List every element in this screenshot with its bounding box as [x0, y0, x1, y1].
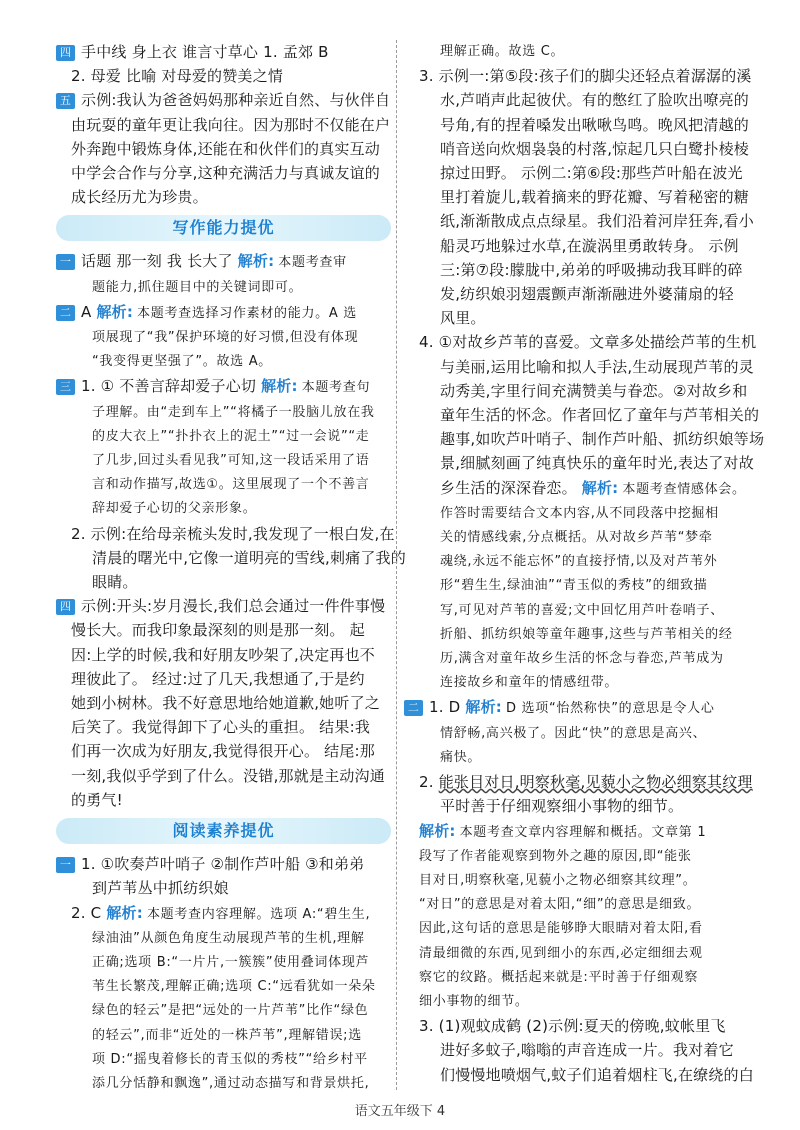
- answer-text: 关的情感线索,分点概括。从对故乡芦苇“梦牵: [440, 530, 713, 546]
- underlined-quote: 能张目对日,明察秋毫,见藐小之物必细察其纹理: [438, 773, 753, 792]
- answer-text: 手中线 身上衣 谁言寸草心 1. 孟郊 B: [81, 43, 329, 61]
- text-line: [404, 623, 740, 647]
- answer-text: 三:第⑦段:朦胧中,弟弟的呼吸拂动我耳畔的碎: [440, 260, 743, 279]
- text-line: [404, 427, 765, 451]
- question-number-badge: 四: [56, 45, 75, 61]
- text-line: [56, 999, 391, 1023]
- text-line: [56, 876, 391, 900]
- answer-text: 察它的纹路。概括起来就是:平时善于仔细观察: [419, 969, 699, 985]
- answer-text: 魂绕,永远不能忘怀”的直接抒情,以及对芦苇外: [440, 554, 718, 570]
- text-line: [56, 522, 395, 546]
- answer-text: 一刻,我似乎学到了什么。没错,那就是主动沟通: [71, 766, 385, 785]
- answer-text: 1. ① 不善言辞却爱子心切: [81, 377, 262, 396]
- answer-text: 动秀美,字里行间充满赞美与眷恋。②对故乡和: [440, 381, 748, 400]
- answer-text: 痛快。: [440, 749, 482, 765]
- answer-text: 们再一次成为好朋友,我觉得很开心。 结尾:那: [71, 742, 375, 761]
- analysis-text: 本题考查句: [301, 380, 371, 396]
- text-line: [404, 88, 749, 112]
- text-line: [404, 379, 748, 403]
- section-title: 阅读素养提优: [172, 821, 275, 841]
- answer-text: 成长经历尤为珍贵。: [71, 188, 208, 207]
- text-line: [404, 209, 754, 233]
- analysis-text: D 选项“怡然称快”的意思是令人心: [506, 701, 715, 717]
- answer-text: 的轻云”,而非“近处的一株芦苇”,理解错误;选: [92, 1027, 362, 1043]
- analysis-label: 解析:: [106, 903, 143, 922]
- answer-text: 1. D: [429, 698, 466, 717]
- text-line: [56, 401, 391, 425]
- text-line: [404, 161, 743, 185]
- answer-text: 到芦苇丛中抓纺织娘: [92, 879, 229, 898]
- answer-text: 子理解。由“走到车上”“将橘子一股脑儿放在我: [92, 404, 375, 420]
- answer-text: 项展现了“我”保护环境的好习惯,但没有体现: [92, 330, 359, 346]
- analysis-text: 本题考查选择习作素材的能力。A 选: [137, 305, 357, 321]
- answer-text: 平时善于仔细观察细小事物的细节。: [440, 797, 684, 816]
- answer-text: 目对日,明察秋毫,见藐小之物必细察其纹理”。: [419, 872, 697, 888]
- answer-text: 风里。: [440, 309, 486, 328]
- text-line: [56, 113, 391, 137]
- answer-text: 题能力,抓住题目中的关键词即可。: [92, 279, 303, 295]
- text-line: [56, 951, 391, 975]
- text-line: [404, 476, 746, 502]
- analysis-label: 解析:: [237, 252, 275, 271]
- text-line: [56, 594, 391, 618]
- column-divider: [396, 40, 397, 1090]
- text-line: [404, 695, 740, 721]
- answer-text: 辞却爱子心切的父亲形象。: [92, 501, 257, 517]
- text-line: [56, 546, 406, 570]
- text-line: [56, 739, 391, 763]
- answer-text: 2. 示例:在给母亲梳头发时,我发现了一根白发,在: [71, 524, 395, 543]
- text-line: [56, 276, 391, 300]
- text-line: [404, 306, 740, 330]
- text-line: [56, 715, 391, 739]
- answer-text: 理解正确。故选 C。: [440, 44, 565, 59]
- answer-text: 清最细微的东西,见到细小的东西,必定细细去观: [419, 945, 703, 961]
- answer-text: 折船、抓纺织娘等童年趣事,这些与芦苇相关的经: [440, 626, 733, 642]
- text-line: [404, 234, 740, 258]
- answer-text: 清晨的曙光中,它像一道明亮的雪线,刺痛了我的: [92, 548, 406, 567]
- text-line: [404, 355, 754, 379]
- answer-text: 绿色的轻云”是把“远处的一片芦苇”比作“绿色: [92, 1003, 369, 1019]
- text-line: [404, 526, 740, 550]
- text-line: [404, 282, 740, 306]
- answer-text: 写,可见对芦苇的喜爱;文中回忆用芦叶卷哨子、: [440, 602, 724, 618]
- text-line: [404, 869, 740, 893]
- text-line: [404, 746, 740, 770]
- text-line: [56, 691, 391, 715]
- question-number-badge: 二: [404, 700, 423, 716]
- text-line: [404, 451, 754, 475]
- answer-text: 言和动作描写,故选①。这里展现了一个不善言: [92, 477, 370, 493]
- text-line: [404, 1014, 740, 1038]
- analysis-text: 本题考查文章内容理解和概括。文章第 1: [459, 824, 707, 840]
- answer-text: 景,细腻刻画了纯真快乐的童年时光,表达了对故: [440, 454, 754, 473]
- analysis-text: 本题考查审: [278, 255, 347, 271]
- answer-text: 的勇气!: [71, 790, 123, 809]
- page-footer: 语文五年级下 4: [354, 1104, 446, 1119]
- answer-text: “对日”的意思是对着太阳,“细”的意思是细致。: [419, 897, 701, 913]
- answer-text: 的皮大衣上”“扑扑衣上的泥土”“过一会说”“走: [92, 428, 370, 444]
- analysis-text: 本题考查情感体会。: [622, 481, 746, 497]
- text-line: [404, 258, 743, 282]
- answer-text: 她到小树林。我不好意思地给她道歉,她听了之: [71, 694, 380, 713]
- answer-text: 示例:我认为爸爸妈妈那种亲近自然、与伙伴自: [81, 91, 391, 110]
- text-line: [56, 1072, 391, 1096]
- answer-text: 细小事物的细节。: [419, 993, 529, 1009]
- text-line: [56, 300, 391, 326]
- answer-text: 水,芦哨声此起彼伏。有的憋红了脸吹出嘹亮的: [440, 91, 749, 110]
- answer-text: 绿油油”从颜色角度生动展现芦苇的生机,理解: [92, 930, 365, 946]
- text-line: [56, 927, 391, 951]
- question-number-badge: 二: [56, 305, 75, 321]
- text-line: [56, 852, 391, 876]
- text-line: [56, 249, 391, 275]
- answer-text: 哨音送向炊烟袅袅的村落,惊起几只白鹭扑棱棱: [440, 139, 749, 158]
- analysis-label: 解析:: [465, 698, 503, 717]
- text-line: [404, 794, 740, 818]
- text-line: [404, 990, 740, 1014]
- text-line: [56, 473, 391, 497]
- text-line: [56, 901, 391, 927]
- answer-text: 示例:开头:岁月漫长,我们总会通过一件件事慢: [81, 597, 386, 616]
- text-line: [56, 764, 391, 788]
- answer-text: 外奔跑中锻炼身体,还能在和伙伴们的真实互动: [71, 139, 380, 158]
- answer-text: 正确;选项 B:“一片片,一簇簇”使用叠词体现芦: [92, 954, 370, 970]
- answer-text: 后笑了。我觉得卸下了心头的重担。 结果:我: [71, 718, 371, 737]
- text-line: [404, 966, 740, 990]
- answer-text: 船灵巧地躲过水草,在漩涡里勇敢转身。 示例: [440, 236, 739, 255]
- question-number-badge: 一: [56, 254, 75, 270]
- text-line: [56, 1024, 391, 1048]
- text-line: [56, 185, 391, 209]
- answer-text: 情舒畅,高兴极了。因此“快”的意思是高兴、: [440, 725, 707, 741]
- text-line: [404, 917, 740, 941]
- text-line: [56, 425, 391, 449]
- left-column: [56, 40, 406, 1096]
- answer-text: 3. 示例一:第⑤段:孩子们的脚尖还轻点着潺潺的溪: [419, 67, 752, 86]
- answer-text: 历,满含对童年故乡生活的怀念与眷恋,芦苇成为: [440, 651, 724, 667]
- section-banner: [56, 215, 391, 241]
- answer-text: 们慢慢地喷烟气,蚊子们追着烟柱飞,在缭绕的白: [440, 1065, 754, 1084]
- text-line: [404, 671, 740, 695]
- analysis-text: 本题考查内容理解。选项 A:“碧生生,: [146, 906, 371, 922]
- analysis-label: 解析:: [261, 377, 298, 396]
- answer-text: 4. ①对故乡芦苇的喜爱。文章多处描绘芦苇的生机: [419, 333, 757, 352]
- question-number-badge: 四: [56, 599, 75, 615]
- answer-text: 连接故乡和童年的情感纽带。: [440, 675, 619, 691]
- text-line: [56, 350, 391, 374]
- text-line: [404, 40, 740, 64]
- answer-text: 段写了作者能观察到物外之趣的原因,即“能张: [419, 848, 692, 864]
- answer-text: 发,纺织娘羽翅震颤声渐渐融进外婆蒲扇的轻: [440, 285, 734, 304]
- answer-text: 2. 母爱 比喻 对母爱的赞美之情: [71, 67, 284, 86]
- analysis-label: 解析:: [96, 302, 134, 321]
- answer-text: 乡生活的深深眷恋。: [440, 478, 582, 497]
- answer-text: 眼睛。: [92, 573, 138, 592]
- right-column: [404, 40, 765, 1087]
- text-line: [56, 326, 391, 350]
- answer-text: 作答时需要结合文本内容,从不同段落中挖掘相: [440, 505, 719, 521]
- text-line: [404, 403, 760, 427]
- answer-text: 话题 那一刻 我 长大了: [81, 252, 238, 271]
- text-line: [56, 1048, 391, 1072]
- answer-text: 苇生长繁茂,理解正确;选项 C:“远看犹如一朵朵: [92, 979, 376, 995]
- answer-text: 与美丽,运用比喻和拟人手法,生动展现芦苇的灵: [440, 357, 754, 376]
- answer-text: 项 D:“摇曳着修长的青玉似的秀枝”“给乡村平: [92, 1051, 368, 1067]
- answer-text: 掠过田野。 示例二:第⑥段:那些芦叶船在波光: [440, 164, 743, 183]
- text-line: [56, 667, 391, 691]
- text-line: [404, 113, 749, 137]
- text-line: [404, 647, 740, 671]
- text-line: [404, 550, 740, 574]
- analysis-label: 解析:: [581, 478, 619, 497]
- text-line: [56, 618, 391, 642]
- answer-text: A: [81, 302, 97, 321]
- section-banner: [56, 818, 391, 844]
- text-line: [404, 845, 740, 869]
- text-line: [56, 374, 391, 400]
- text-line: [404, 942, 740, 966]
- text-line: [404, 64, 752, 88]
- answer-text: 中学会合作与分享,这种充满活力与真诚友谊的: [71, 164, 380, 183]
- text-line: [56, 161, 391, 185]
- text-line: [404, 574, 740, 598]
- text-line: [404, 185, 749, 209]
- text-line: [404, 770, 753, 794]
- answer-text: 趣事,如吹芦叶哨子、制作芦叶船、抓纺织娘等场: [440, 430, 765, 449]
- answer-text: 里打着旋儿,载着摘来的野花瓣、写着秘密的糖: [440, 188, 749, 207]
- answer-text: 1. ①吹奏芦叶哨子 ②制作芦叶船 ③和弟弟: [81, 855, 365, 874]
- text-line: [404, 599, 740, 623]
- answer-text: 因此,这句话的意思是能够睁大眼睛对着太阳,看: [419, 921, 703, 937]
- question-number-badge: 一: [56, 857, 75, 873]
- text-line: [404, 1063, 754, 1087]
- text-line: [404, 502, 740, 526]
- answer-text: 因:上学的时候,我和好朋友吵架了,决定再也不: [71, 645, 375, 664]
- question-number-badge: 五: [56, 93, 75, 109]
- text-line: [56, 570, 391, 594]
- answer-text: 童年生活的怀念。作者回忆了童年与芦苇相关的: [440, 406, 760, 425]
- answer-text: 2. C: [71, 903, 107, 922]
- text-line: [404, 330, 757, 354]
- text-line: [56, 643, 391, 667]
- answer-text: 纸,渐渐散成点点绿星。我们沿着河岸狂奔,看小: [440, 212, 754, 231]
- text-line: [56, 88, 391, 112]
- answer-text: 2.: [419, 773, 439, 792]
- question-number-badge: 三: [56, 379, 75, 395]
- answer-text: 添几分恬静和飘逸”,通过动态描写和背景烘托,: [92, 1075, 370, 1091]
- text-line: [56, 40, 391, 64]
- text-line: [404, 1038, 740, 1062]
- answer-text: 3. (1)观蚊成鹤 (2)示例:夏天的傍晚,蚊帐里飞: [419, 1017, 726, 1036]
- answer-text: 理彼此了。 经过:过了几天,我想通了,于是约: [71, 669, 365, 688]
- section-title: 写作能力提优: [172, 218, 275, 238]
- answer-text: 形“碧生生,绿油油”“青玉似的秀枝”的细致描: [440, 578, 708, 594]
- answer-text: 号角,有的捏着嗓发出啾啾鸟鸣。晚风把清越的: [440, 115, 749, 134]
- text-line: [404, 819, 740, 845]
- text-line: [56, 788, 391, 812]
- text-line: [404, 137, 749, 161]
- text-line: [56, 137, 391, 161]
- text-line: [56, 449, 391, 473]
- answer-text: 由玩耍的童年更让我向往。因为那时不仅能在户: [71, 115, 391, 134]
- answer-text: “我变得更坚强了”。故选 A。: [92, 354, 272, 370]
- text-line: [404, 722, 740, 746]
- answer-text: 了几步,回过头看见我”可知,这一段话采用了语: [92, 453, 370, 469]
- text-line: [56, 64, 391, 88]
- answer-text: 进好多蚊子,嗡嗡的声音连成一片。我对着它: [440, 1041, 734, 1060]
- text-line: [56, 497, 391, 521]
- answer-text: 慢长大。而我印象最深刻的则是那一刻。 起: [71, 621, 365, 640]
- analysis-label: 解析:: [419, 821, 456, 840]
- text-line: [56, 975, 391, 999]
- text-line: [404, 893, 740, 917]
